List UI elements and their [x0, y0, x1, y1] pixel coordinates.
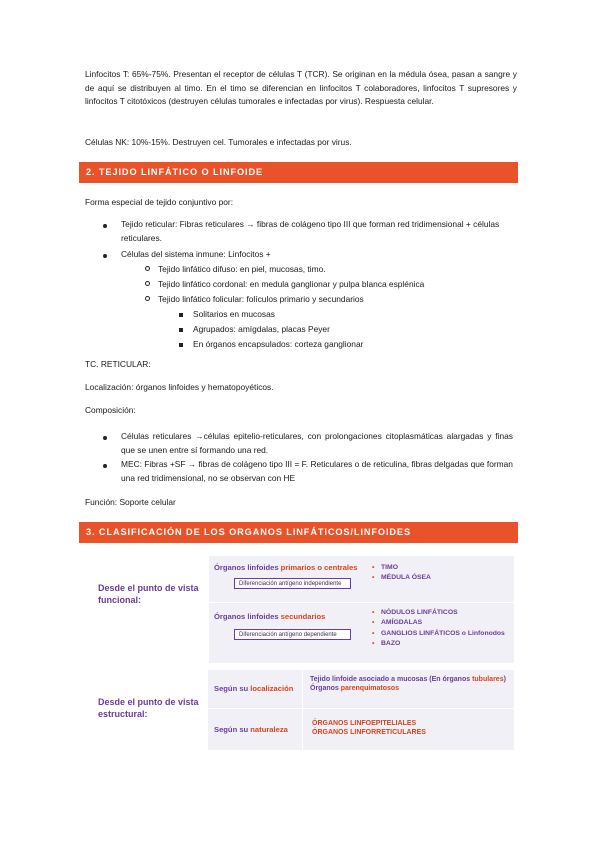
section-2-intro: Forma especial de tejido conjuntivo por:	[85, 197, 234, 207]
section-3-heading: 3. CLASIFICACIÓN DE LOS ORGANOS LINFÁTICOS/LINFOIDES	[79, 522, 518, 543]
list-item: • GANGLIOS LINFÁTICOS o Linfonodos	[372, 629, 505, 639]
bullet-text: Células reticulares →células epitelio-reticulares, con prolongaciones citoplasmáticas alargadas y finas que se unen entre sí formando una red.	[121, 431, 513, 455]
location-line-1: Tejido linfoide asociado a mucosas (En órganos tubulares)	[310, 676, 506, 683]
location-paragraph: Localización: órganos linfoides y hematopoyéticos.	[85, 382, 274, 392]
bullet-text: Tejido reticular: Fibras reticulares → fibras de colágeno tipo III que forman red tridimensional + células reticulares.	[121, 219, 500, 243]
circle-bullet-icon	[145, 281, 150, 286]
list-item: ÓRGANOS LINFOEPITELIALES	[312, 720, 417, 727]
sub-bullet-text: Tejido linfático folicular: folículos primario y secundarios	[158, 294, 364, 304]
location-line-2: Órganos parenquimatosos	[310, 685, 400, 693]
tc-reticular-title: TC. RETICULAR:	[85, 359, 151, 369]
primary-note-box: Diferenciación antígeno independiente	[234, 578, 351, 589]
location-details	[310, 675, 514, 694]
secondary-note-box: Diferenciación antígeno dependiente	[234, 629, 351, 640]
composition-title: Composición:	[85, 405, 136, 415]
bullet-icon	[103, 464, 107, 468]
sub-sub-bullet-text: Agrupados: amígdalas, placas Peyer	[193, 324, 330, 334]
primary-organs-heading: Órganos linfoides primarios o centrales	[214, 563, 358, 572]
list-item	[103, 458, 513, 485]
functional-label: Desde el punto de vista funcional:	[98, 583, 199, 605]
list-item: • AMÍGDALAS	[372, 618, 505, 628]
sub-list-item	[145, 293, 364, 307]
bullet-icon	[103, 436, 107, 440]
list-item: ÓRGANOS LINFORRETICULARES	[312, 729, 426, 737]
panel-divider	[208, 602, 514, 603]
function-paragraph: Función: Soporte celular	[85, 497, 176, 507]
sub-bullet-text: Tejido linfático difuso: en piel, mucosas, timo.	[158, 264, 326, 274]
list-item	[103, 218, 513, 245]
list-item: • BAZO	[372, 639, 505, 649]
by-nature-heading: Según su naturaleza	[214, 725, 288, 734]
nature-list	[312, 719, 426, 738]
circle-bullet-icon	[145, 296, 150, 301]
sub-bullet-text: Tejido linfático cordonal: en medula ganglionar y pulpa blanca esplénica	[158, 279, 425, 289]
secondary-organs-list	[372, 608, 505, 649]
sub-list-item	[145, 263, 326, 277]
list-item	[103, 430, 513, 457]
sub-sub-bullet-text: Solitarios en mucosas	[193, 309, 275, 319]
nk-cells-paragraph: Células NK: 10%-15%. Destruyen cel. Tumorales e infectadas por virus.	[85, 137, 352, 147]
section-2-heading: 2. TEJIDO LINFÁTICO O LINFOIDE	[79, 162, 518, 183]
panel-divider	[208, 708, 514, 709]
bullet-text: Células del sistema inmune: Linfocitos +	[121, 249, 271, 259]
secondary-organs-heading: Órganos linfoides secundarios	[214, 612, 326, 621]
panel-divider	[302, 670, 303, 750]
sub-sub-list-item	[179, 338, 363, 352]
bullet-icon	[103, 254, 107, 258]
bullet-icon	[103, 224, 107, 228]
list-item: • NÓDULOS LINFÁTICOS	[372, 608, 505, 618]
square-bullet-icon	[179, 328, 183, 332]
sub-sub-bullet-text: En órganos encapsulados: corteza ganglionar	[193, 339, 364, 349]
primary-organs-list	[372, 563, 431, 584]
list-item: • TIMO	[372, 563, 431, 573]
sub-sub-list-item	[179, 323, 330, 337]
panel-divider	[208, 556, 209, 663]
bullet-text: MEC: Fibras +SF → fibras de colágeno tipo III = F. Reticulares o de reticulina, fibras delgadas que forman una red tridimensional, no se observan con HE	[121, 459, 513, 483]
list-item: • MÉDULA ÓSEA	[372, 573, 431, 583]
sub-sub-list-item	[179, 308, 275, 322]
sub-list-item	[145, 278, 424, 292]
t-cells-paragraph: Linfocitos T: 65%-75%. Presentan el receptor de células T (TCR). Se originan en la médula ósea, pasan a sangre y de aquí se distribuyen al timo. En el timo se diferencian en linfocitos T colaboradores, linfocitos T supresores y linfocitos T citotóxicos (destruyen células tumorales e infectadas por virus). Respuesta celular.	[85, 69, 517, 107]
circle-bullet-icon	[145, 266, 150, 271]
list-item	[103, 248, 513, 262]
by-location-heading: Según su localización	[214, 684, 294, 693]
square-bullet-icon	[179, 313, 183, 317]
structural-label: Desde el punto de vista estructural:	[98, 697, 199, 719]
square-bullet-icon	[179, 343, 183, 347]
